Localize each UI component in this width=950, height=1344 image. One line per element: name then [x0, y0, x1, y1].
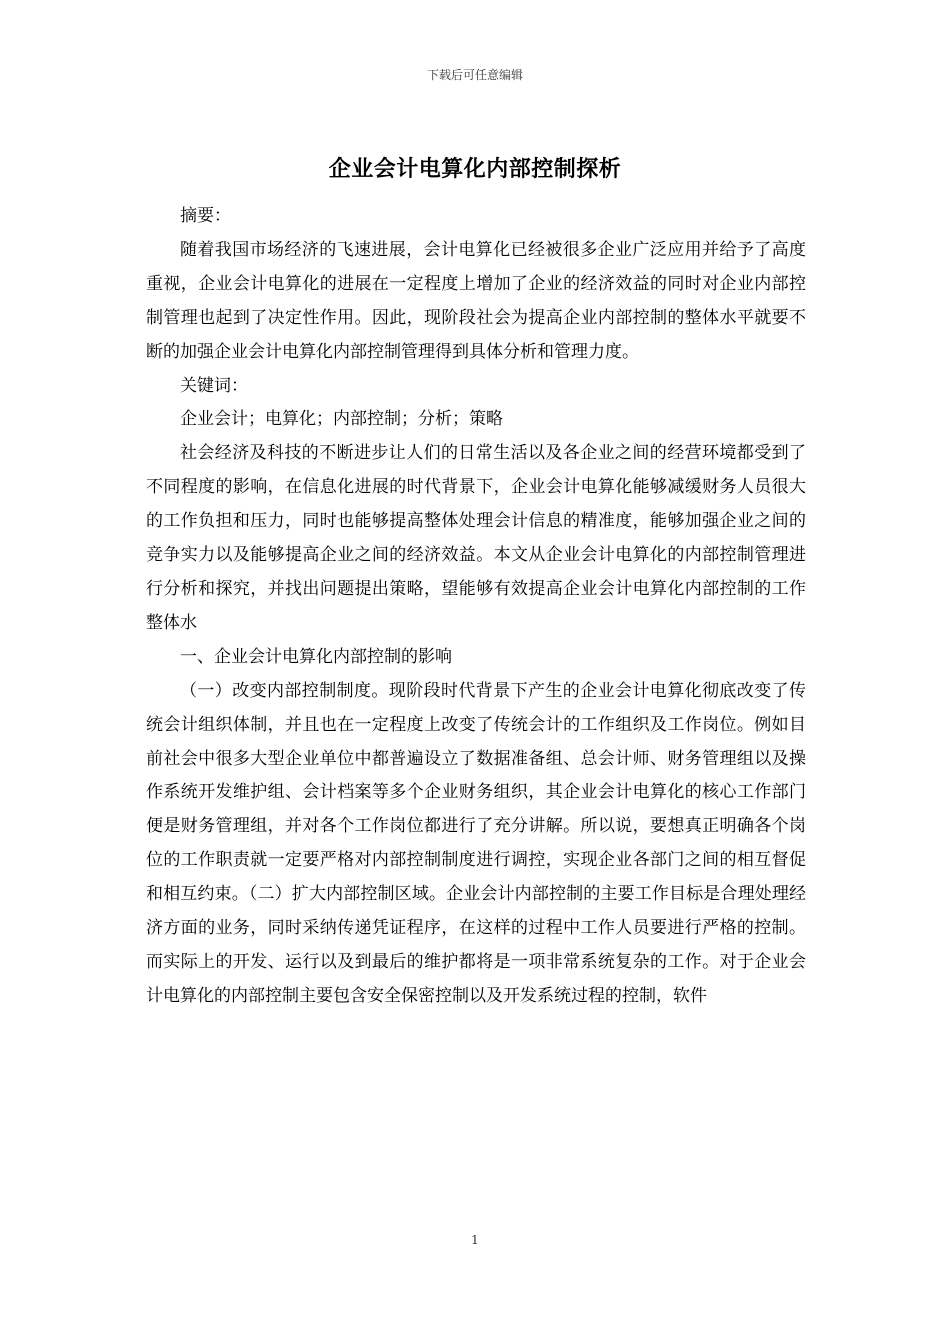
keywords-paragraph: 企业会计；电算化；内部控制；分析；策略 [180, 409, 503, 430]
keywords-label: 关键词： [180, 375, 248, 396]
abstract-paragraph: 随着我国市场经济的飞速进展，会计电算化已经被很多企业广泛应用并给予了高度重视，企业会计电算化的进展在一定程度上增加了企业的经济效益的同时对企业内部控制管理也起到了决定性作用。因此，现阶段社会为提高企业内部控制的整体水平就要不断的加强企业会计电算化内部控制管理得到具体分析和管理力度。 [146, 239, 806, 362]
document-body [146, 200, 806, 1014]
intro-paragraph: 社会经济及科技的不断进步让人们的日常生活以及各企业之间的经营环境都受到了不同程度的影响，在信息化进展的时代背景下，企业会计电算化能够减缓财务人员很大的工作负担和压力，同时也能够提高整体处理会计信息的精准度，能够加强企业之间的竞争实力以及能够提高企业之间的经济效益。本文从企业会计电算化的内部控制管理进行分析和探究，并找出问题提出策略，望能够有效提高企业会计电算化内部控制的工作整体水 [146, 443, 806, 633]
section-paragraph: （一）改变内部控制制度。现阶段时代背景下产生的企业会计电算化彻底改变了传统会计组织体制，并且也在一定程度上改变了传统会计的工作组织及工作岗位。例如目前社会中很多大型企业单位中都普遍设立了数据准备组、总会计师、财务管理组以及操作系统开发维护组、会计档案等多个企业财务组织，其企业会计电算化的核心工作部门便是财务管理组，并对各个工作岗位都进行了充分讲解。所以说，要想真正明确各个岗位的工作职责就一定要严格对内部控制制度进行调控，实现企业各部门之间的相互督促和相互约束。（二）扩大内部控制区域。企业会计内部控制的主要工作目标是合理处理经济方面的业务，同时采纳传递凭证程序，在这样的过程中工作人员要进行严格的控制。而实际上的开发、运行以及到最后的维护都将是一项非常系统复杂的工作。对于企业会计电算化的内部控制主要包含安全保密控制以及开发系统过程的控制，软件 [146, 680, 806, 1006]
header-note: 下载后可任意编辑 [426, 68, 523, 82]
section-heading: 一、企业会计电算化内部控制的影响 [180, 646, 452, 667]
document-title: 企业会计电算化内部控制探析 [328, 157, 622, 182]
abstract-label: 摘要： [180, 206, 231, 226]
page-number: 1 [471, 1233, 479, 1247]
